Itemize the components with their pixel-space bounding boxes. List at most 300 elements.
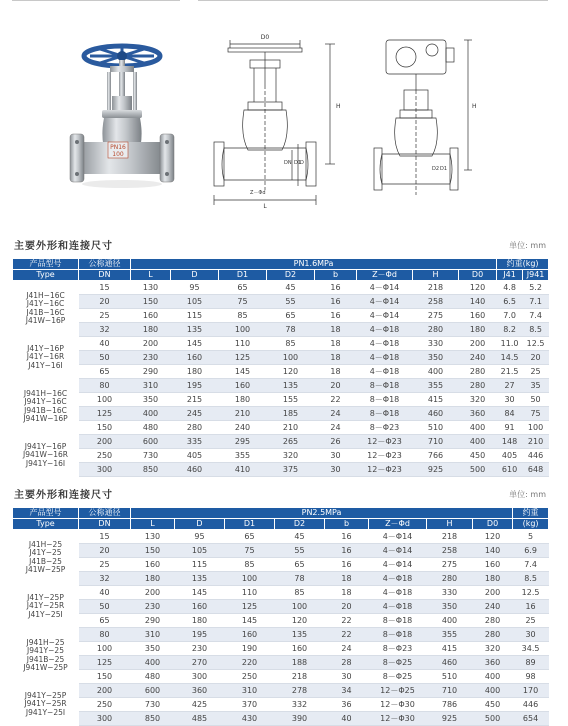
table-cell: 280 [427,572,473,586]
header2-pressure: PN2.5MPa [131,508,513,519]
type-code: J941B−16C [24,405,67,415]
table-cell: 510 [427,670,473,684]
table-cell: 30 [315,463,357,477]
table-cell: 110 [219,337,267,351]
type-code: J941Y−16I [25,458,66,468]
table-cell: 36 [325,698,369,712]
table-cell: 200 [473,586,513,600]
table-cell: 360 [459,407,497,421]
table-cell: 850 [131,712,175,726]
table-cell: 250 [79,698,131,712]
header2-col-h: H [427,519,473,530]
table-cell: 20 [325,600,369,614]
type-code: J41Y−16C [26,299,65,309]
spec-table-pn16 [12,258,549,477]
table-cell: 350 [427,600,473,614]
type-code: J41B−16C [26,307,65,317]
table-cell: 510 [413,421,459,435]
table-cell: 280 [473,614,513,628]
drawing-label-h: H [336,103,341,110]
table-row [13,393,549,407]
table-cell: 215 [171,393,219,407]
table-cell: 300 [79,712,131,726]
table-cell: 925 [413,463,459,477]
table-cell: 25 [79,309,131,323]
table-cell: 218 [413,281,459,295]
table-row [13,281,549,295]
table-cell: 600 [131,684,175,698]
table-cell: 4－Φ18 [369,600,427,614]
pn16-type-group [13,281,79,337]
table-cell: 210 [267,421,315,435]
table-cell: 8－Φ25 [369,670,427,684]
table-cell: 218 [427,530,473,544]
table-cell: 98 [513,670,549,684]
table-cell: 185 [267,407,315,421]
table-row [13,572,549,586]
table-cell: 925 [427,712,473,726]
table-row [13,309,549,323]
table-cell: 370 [225,698,275,712]
spec-table-pn25 [12,507,549,726]
header-col-zd: Z－Φd [357,270,413,281]
table-cell: 355 [219,449,267,463]
table-cell: 200 [79,435,131,449]
type-code: J941Y−16C [24,397,67,406]
table-row [13,600,549,614]
table-cell: 310 [131,628,175,642]
table-cell: 145 [225,614,275,628]
drawing2-label-h: H [472,103,477,110]
table-cell: 4－Φ14 [369,530,427,544]
header-dn-label: 公称通径 [79,259,131,270]
drawing-manual-valve [210,30,360,210]
table-cell: 8－Φ18 [357,379,413,393]
table-cell: 7.1 [523,295,549,309]
table-cell: 50 [79,351,131,365]
header-col-b: b [315,270,357,281]
table-cell: 360 [175,684,225,698]
table-cell: 410 [219,463,267,477]
table-cell: 160 [275,642,325,656]
valve-body-mark-dn: 100 [112,151,124,158]
table-cell: 15 [79,530,131,544]
table-cell: 125 [219,351,267,365]
table-cell: 55 [267,295,315,309]
pn25-type-group [13,628,79,684]
type-code: J941Y−25 [27,646,64,655]
table-cell: 24 [315,407,357,421]
table-cell: 610 [497,463,523,477]
table-cell: 135 [171,323,219,337]
table-cell: 65 [275,558,325,572]
table-cell: 786 [427,698,473,712]
table-row [13,530,549,544]
section2-unit: 单位: mm [509,490,546,499]
drawing-label-zd: Z－Φd [250,190,266,196]
table-cell: 40 [79,337,131,351]
table-cell: 500 [473,712,513,726]
table-cell: 30 [513,628,549,642]
section2-title: 主要外形和连接尺寸 [14,490,113,501]
table-cell: 95 [171,281,219,295]
header-dn-en: DN [79,270,131,281]
table-cell: 400 [459,435,497,449]
pn25-type-group [13,530,79,586]
table-cell: 320 [459,393,497,407]
table-cell: 50 [79,600,131,614]
table-cell: 245 [171,407,219,421]
header2-type-en: Type [13,519,79,530]
table-cell: 280 [171,421,219,435]
table-row [13,586,549,600]
table-cell: 270 [175,656,225,670]
table-cell: 8.5 [523,323,549,337]
table-cell: 25 [79,558,131,572]
table-cell: 85 [219,309,267,323]
table-cell: 400 [473,684,513,698]
drawing-label-d1: D1 [294,160,302,166]
header-col-h: H [413,270,459,281]
type-code: J941H−25 [26,637,65,647]
table-cell: 20 [315,379,357,393]
table-row [13,628,549,642]
table-cell: 32 [79,323,131,337]
table-cell: 500 [459,463,497,477]
table-cell: 100 [267,351,315,365]
type-code: J41W−16P [25,316,66,326]
table-cell: 188 [275,656,325,670]
table-cell: 148 [497,435,523,449]
type-code: J941W−16R [23,450,68,460]
table-cell: 7.4 [523,309,549,323]
table-cell: 25 [513,614,549,628]
table-cell: 180 [131,323,171,337]
header2-col-d0: D0 [473,519,513,530]
table-row [13,337,549,351]
table-cell: 15 [79,281,131,295]
table-cell: 230 [175,642,225,656]
table-cell: 12－Φ23 [357,449,413,463]
table-cell: 30 [325,670,369,684]
table-cell: 16 [513,600,549,614]
table-cell: 8.5 [513,572,549,586]
table-cell: 80 [79,379,131,393]
table-cell: 4－Φ18 [357,351,413,365]
table-cell: 460 [413,407,459,421]
table-cell: 34 [325,684,369,698]
table-cell: 160 [459,309,497,323]
table-cell: 100 [275,600,325,614]
table-cell: 278 [275,684,325,698]
table-cell: 405 [171,449,219,463]
table-cell: 120 [459,281,497,295]
type-code: J41Y−25I [28,609,63,619]
table-cell: 150 [131,295,171,309]
header2-col-zd: Z－Φd [369,519,427,530]
table-cell: 65 [267,309,315,323]
table-cell: 350 [413,351,459,365]
table-cell: 280 [473,628,513,642]
table-cell: 120 [473,530,513,544]
table-cell: 485 [175,712,225,726]
header2-type-label: 产品型号 [13,508,79,519]
table-cell: 850 [131,463,171,477]
table-cell: 45 [267,281,315,295]
table-cell: 295 [219,435,267,449]
table-cell: 16 [325,544,369,558]
table-cell: 290 [131,614,175,628]
table-cell: 22 [325,628,369,642]
top-divider-right [198,0,548,1]
table-cell: 26 [315,435,357,449]
table-cell: 4－Φ14 [357,309,413,323]
drawing-label-l: L [263,203,267,210]
table-cell: 210 [523,435,549,449]
table-cell: 6.5 [497,295,523,309]
table-cell: 355 [427,628,473,642]
table-cell: 84 [497,407,523,421]
table-cell: 120 [267,365,315,379]
table-row [13,642,549,656]
type-code: J41Y−25 [29,548,62,558]
table-cell: 160 [131,558,175,572]
table-cell: 140 [473,544,513,558]
table-cell: 135 [267,379,315,393]
table-row [13,351,549,365]
pn25-type-group [13,684,79,726]
table-cell: 30 [315,449,357,463]
table-cell: 100 [79,642,131,656]
table-cell: 145 [171,337,219,351]
table-cell: 375 [267,463,315,477]
table-cell: 400 [473,670,513,684]
table-cell: 40 [79,586,131,600]
table-cell: 415 [427,642,473,656]
table-cell: 105 [171,295,219,309]
table-cell: 28 [325,656,369,670]
table-cell: 12.5 [513,586,549,600]
table-cell: 4－Φ18 [357,337,413,351]
table-cell: 480 [131,670,175,684]
table-cell: 310 [131,379,171,393]
table-row [13,656,549,670]
table-cell: 100 [79,393,131,407]
type-code: J41Y−25P [27,592,64,602]
type-code: J41W−25P [25,565,66,575]
table-cell: 105 [175,544,225,558]
table-cell: 140 [459,295,497,309]
pn16-type-group [13,435,79,477]
table-cell: 350 [131,393,171,407]
table-cell: 180 [131,572,175,586]
table-cell: 20 [79,295,131,309]
table-cell: 18 [325,586,369,600]
header-col-j41: J41 [497,270,523,281]
table-cell: 6.9 [513,544,549,558]
table-cell: 654 [513,712,549,726]
type-code: J41Y−16R [26,352,65,362]
table-cell: 4－Φ18 [369,572,427,586]
table-cell: 320 [473,642,513,656]
table-cell: 100 [523,421,549,435]
table-cell: 210 [219,407,267,421]
table-cell: 280 [459,365,497,379]
pn16-type-group [13,379,79,435]
table-cell: 14.5 [497,351,523,365]
table-cell: 320 [267,449,315,463]
table-cell: 4－Φ14 [357,281,413,295]
drawing2-label-d1: D1 [440,166,448,172]
table-cell: 135 [175,572,225,586]
header-type-en: Type [13,270,79,281]
table-cell: 78 [275,572,325,586]
table-cell: 180 [171,365,219,379]
table-cell: 195 [171,379,219,393]
table-cell: 120 [275,614,325,628]
type-code: J941Y−25I [25,707,66,717]
table-cell: 230 [131,600,175,614]
table-cell: 24 [325,642,369,656]
table-cell: 89 [513,656,549,670]
type-code: J941Y−16P [24,441,67,451]
table-cell: 330 [427,586,473,600]
header2-col-d1: D1 [225,519,275,530]
table-cell: 22 [315,393,357,407]
header-weight: 约重(kg) [497,259,549,270]
table-cell: 85 [225,558,275,572]
table-cell: 218 [275,670,325,684]
table-cell: 180 [175,614,225,628]
table-cell: 332 [275,698,325,712]
table-cell: 4－Φ14 [369,558,427,572]
table-cell: 40 [325,712,369,726]
table-cell: 21.5 [497,365,523,379]
table-cell: 300 [175,670,225,684]
table-row [13,295,549,309]
header2-col-d: D [175,519,225,530]
table-row [13,407,549,421]
table-cell: 35 [523,379,549,393]
table-cell: 160 [171,351,219,365]
table-cell: 78 [267,323,315,337]
type-code: J941Y−25R [24,699,67,709]
table-cell: 446 [513,698,549,712]
table-cell: 65 [219,281,267,295]
table-row [13,684,549,698]
type-code: J41Y−16P [27,343,64,353]
type-code: J41Y−25R [26,601,65,611]
header2-dn-en: DN [79,519,131,530]
table-row [13,463,549,477]
header-col-d2: D2 [267,270,315,281]
table-cell: 25 [523,365,549,379]
table-cell: 450 [459,449,497,463]
table-cell: 20 [523,351,549,365]
table-cell: 16 [325,558,369,572]
section1-title: 主要外形和连接尺寸 [14,241,113,252]
table-cell: 710 [427,684,473,698]
table-cell: 12－Φ23 [357,463,413,477]
table-cell: 18 [315,365,357,379]
table-row [13,421,549,435]
table-cell: 400 [413,365,459,379]
table-cell: 150 [79,421,131,435]
table-cell: 8－Φ18 [357,393,413,407]
table-row [13,698,549,712]
table-row [13,712,549,726]
valve-body-mark-pn: PN16 [110,144,126,151]
table-cell: 5 [513,530,549,544]
table-cell: 400 [131,407,171,421]
header2-weight: 约重 [513,508,549,519]
table-cell: 75 [225,544,275,558]
table-row [13,379,549,393]
table-cell: 125 [79,656,131,670]
table-row [13,365,549,379]
table-cell: 16 [325,530,369,544]
table-cell: 766 [413,449,459,463]
header-type-label: 产品型号 [13,259,79,270]
table-cell: 8－Φ18 [369,628,427,642]
table-cell: 4.8 [497,281,523,295]
valve-photo [60,38,210,198]
table-cell: 16 [315,309,357,323]
table-cell: 32 [79,572,131,586]
table-cell: 160 [219,379,267,393]
table-cell: 22 [325,614,369,628]
table-cell: 290 [131,365,171,379]
pn16-type-group [13,337,79,379]
table-cell: 95 [175,530,225,544]
header-col-d0: D0 [459,270,497,281]
table-cell: 220 [225,656,275,670]
table-cell: 85 [267,337,315,351]
table-cell: 265 [267,435,315,449]
table-cell: 390 [275,712,325,726]
table-cell: 50 [523,393,549,407]
header-pressure: PN1.6MPa [131,259,497,270]
table-cell: 430 [225,712,275,726]
table-cell: 18 [325,572,369,586]
table-cell: 4－Φ14 [369,544,427,558]
table-cell: 18 [315,337,357,351]
table-cell: 115 [175,558,225,572]
table-cell: 8－Φ23 [357,421,413,435]
table-cell: 730 [131,449,171,463]
table-cell: 7.0 [497,309,523,323]
table-cell: 250 [79,449,131,463]
type-code: J41H−25 [28,539,63,549]
drawing-label-d: D [300,160,304,166]
drawing2-label-d2: D2 [432,166,440,172]
table-cell: 170 [513,684,549,698]
table-cell: 11.0 [497,337,523,351]
table-cell: 55 [275,544,325,558]
table-cell: 7.4 [513,558,549,572]
table-cell: 8－Φ23 [369,642,427,656]
type-code: J941W−16P [23,414,68,423]
table-row [13,614,549,628]
table-cell: 8－Φ18 [357,407,413,421]
table-cell: 130 [131,281,171,295]
header-col-l: L [131,270,171,281]
table-cell: 75 [219,295,267,309]
table-cell: 446 [523,449,549,463]
table-cell: 4－Φ18 [357,323,413,337]
table-cell: 150 [79,670,131,684]
table-cell: 415 [413,393,459,407]
